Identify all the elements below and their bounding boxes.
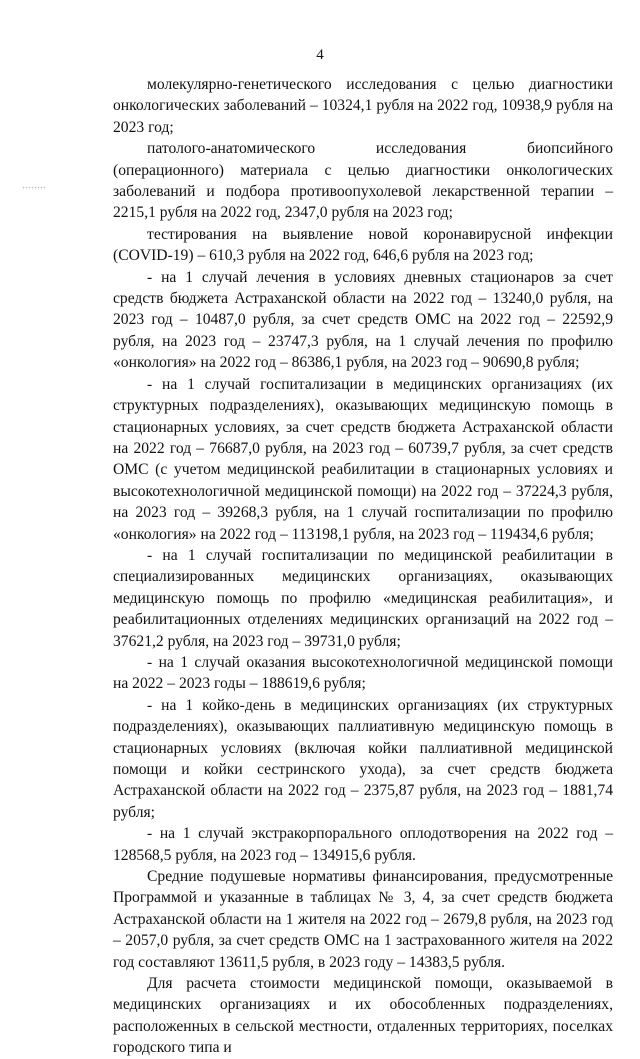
paragraph-ivf: - на 1 случай экстракорпорального оплодотворения на 2022 год – 128568,5 рубля, на 2023 год – 134915,6 рубля. xyxy=(113,825,613,864)
paragraph-palliative-care: - на 1 койко-день в медицинских организациях (их структурных подразделениях), оказывающих паллиативную медицинскую помощь в стационарных условиях (включая койки паллиативной медицинской помощи и койки сестринского ухода), за счет средств бюджета Астраханской области на 2022 год – 2375,87 рубля, на 2023 год – 1881,74 рубля; xyxy=(113,696,613,821)
paragraph-hospitalization: - на 1 случай госпитализации в медицинских организациях (их структурных подразделениях), оказывающих медицинскую помощь в стационарных условиях, за счет средств бюджета Астраханской области на 2022 год – 76687,0 рубля, на 2023 год – 60739,7 рубля, за счет средств ОМС (с учетом медицинской реабилитации в стационарных условиях и высокотехнологичной медицинской помощи) на 2022 год – 37224,3 рубля, на 2023 год – 39268,3 рубля, на 1 случай госпитализации по профилю «онкология» на 2022 год – 113198,1 рубля, на 2023 год – 119434,6 рубля; xyxy=(113,375,613,543)
paragraph-rural-cost: Для расчета стоимости медицинской помощи, оказываемой в медицинских организациях и их обособленных подразделениях, расположенных в сельской местности, отдаленных территориях, поселках городского типа и xyxy=(113,975,613,1057)
paragraph-molecular-genetic: молекулярно-генетического исследования с целью диагностики онкологических заболеваний – 10324,1 рубля на 2022 год, 10938,9 рубля на 2023 год; xyxy=(113,76,613,136)
paragraph-high-tech-care: - на 1 случай оказания высокотехнологичной медицинской помощи на 2022 – 2023 годы – 188619,6 рубля; xyxy=(113,653,613,693)
paragraph-day-hospital: - на 1 случай лечения в условиях дневных стационаров за счет средств бюджета Астраханской области на 2022 год – 13240,0 рубля, на 2023 год – 10487,0 рубля, за счет средств ОМС на 2022 год – 22592,9 рубля, на 2023 год – 23747,3 рубля, на 1 случай лечения по профилю «онкология» на 2022 год – 86386,1 рубля, на 2023 год – 90690,8 рубля; xyxy=(113,268,613,372)
paragraph-pathology: патолого-анатомического исследования биопсийного (операционного) материала с целью диагностики онкологических заболеваний и подбора противоопухолевой лекарственной терапии – 2215,1 рубля на 2022 год, 2347,0 рубля на 2023 год; xyxy=(113,140,613,222)
paragraph-per-capita-norms: Средние подушевые нормативы финансирования, предусмотренные Программой и указанные в таблицах № 3, 4, за счет средств бюджета Астраханской области на 1 жителя на 2022 год – 2679,8 рубля, на 2023 год – 2057,0 рубля, за счет средств ОМС на 1 застрахованного жителя на 2022 год составляют 13611,5 рубля, в 2023 году – 14383,5 рубля. xyxy=(113,868,613,971)
scan-speck xyxy=(22,186,46,190)
paragraph-covid-testing: тестирования на выявление новой коронавирусной инфекции (COVID-19) – 610,3 рубля на 2022 год, 646,6 рубля на 2023 год; xyxy=(113,225,613,265)
page-number: 4 xyxy=(316,47,324,63)
document-body xyxy=(113,74,613,1059)
paragraph-rehabilitation: - на 1 случай госпитализации по медицинской реабилитации в специализированных медицинских организациях, оказывающих медицинскую помощь по профилю «медицинская реабилитация», и реабилитационных отделениях медицинских организаций на 2022 год – 37621,2 рубля, на 2023 год – 39731,0 рубля; xyxy=(113,546,613,650)
